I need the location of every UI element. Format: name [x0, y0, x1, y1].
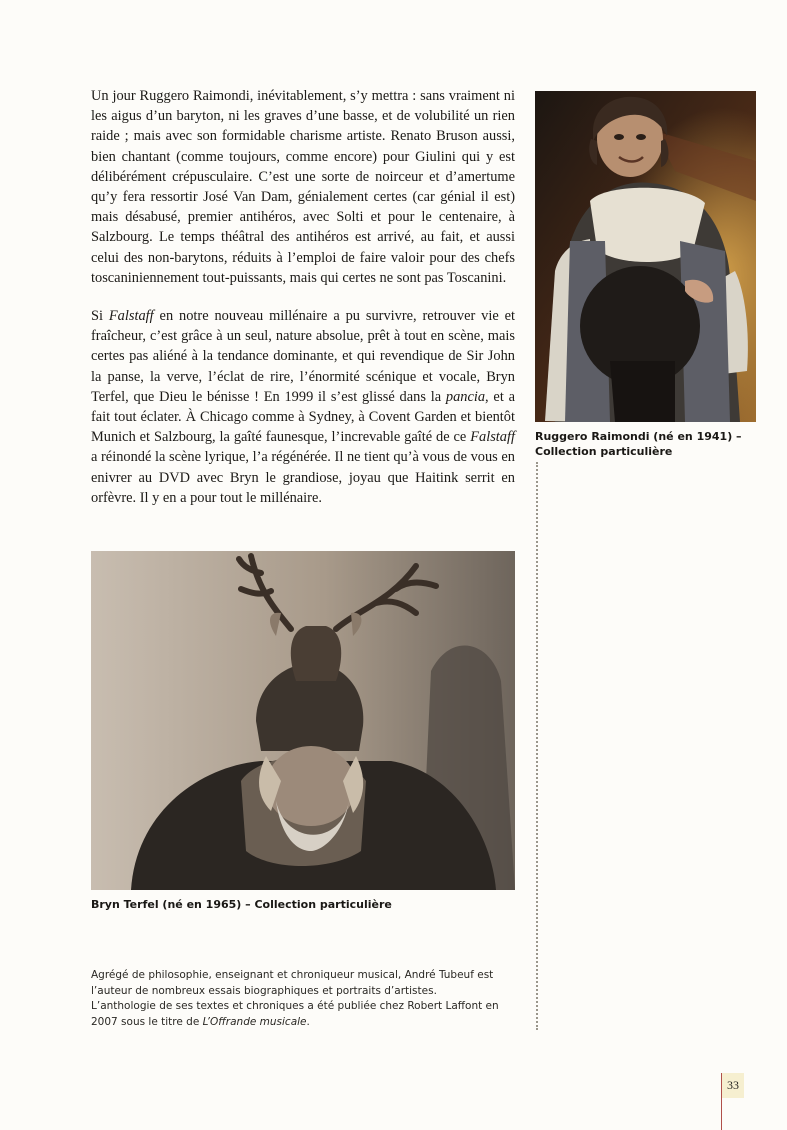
book-title: L’Offrande musicale [202, 1015, 307, 1028]
photo-terfel [91, 551, 515, 890]
paragraph-2: Si Falstaff en notre nouveau millénaire a pu survivre, retrouver vie et fraîcheur, c’est grâce à un seul, nature absolue, prêt à tout en scène, mais certes pas aliéné à la tendance dominante, et qui revendique de Sir John la panse, la verve, l’éclat de rire, l’énormité scénique et vocale, Bryn Terfel, que Dieu le bénisse ! En 1999 il s’est glissé dans la pancia, et a fait tout éclater. À Chicago comme à Sydney, à Covent Garden et bientôt Munich et Salzbourg, la gaîté faunesque, l’increvable gaîté de ce Falstaff a réinondé la scène lyrique, l’a régénérée. Il ne tient qu’à vous de vous en enivrer au DVD avec Bryn le grandiose, joyau que Haitink serrit en orfèvre. Il y en a pour tout le millénaire. [91, 308, 515, 506]
bio-line-2: L’anthologie de ses textes et chroniques a été publiée chez Robert Laffont en 2007 sous le titre de L’Offrande musicale. [91, 1000, 499, 1028]
article-body [91, 86, 515, 508]
falstaff-title: Falstaff [108, 308, 154, 325]
page-number-rule [721, 1098, 722, 1130]
bio-line-1: Agrégé de philosophie, enseignant et chroniqueur musical, André Tubeuf est l’auteur de nombreux essais biographiques et portraits d’artistes. [91, 969, 494, 997]
caption-terfel: Bryn Terfel (né en 1965) – Collection particulière [91, 898, 392, 911]
dotted-separator [536, 462, 538, 1030]
paragraph-1: Un jour Ruggero Raimondi, inévitablement, s’y mettra : sans vraiment ni les aigus d’un baryton, ni les graves d’une basse, et de volubilité un rien raide ; mais avec son formidable charisme artiste. Renato Bruson aussi, bien chantant (comme toujours, comme encore) pour Giulini qui y est délibérément crépusculaire. C’est une sorte de noirceur et d’amertume qu’y fera ressortir José Van Dam, génialement certes (car génial il est) mais désabusé, premier antihéros, avec Solti et pour le centenaire, à Salzbourg. Le temps théâtral des antihéros est arrivé, au fait, et aussi celui des non-barytons, réduits à l’emploi de faire valoir pour des chefs toscaniniennement tout-puissants, mais qui certes ne sont pas Toscanini. [91, 88, 515, 286]
pancia-term: pancia [445, 388, 486, 405]
photo-raimondi [535, 91, 756, 422]
caption-raimondi: Ruggero Raimondi (né en 1941) – Collection particulière [535, 430, 742, 458]
author-bio [91, 968, 521, 1030]
page-number: 33 [721, 1073, 744, 1098]
falstaff-title: Falstaff [470, 429, 515, 446]
